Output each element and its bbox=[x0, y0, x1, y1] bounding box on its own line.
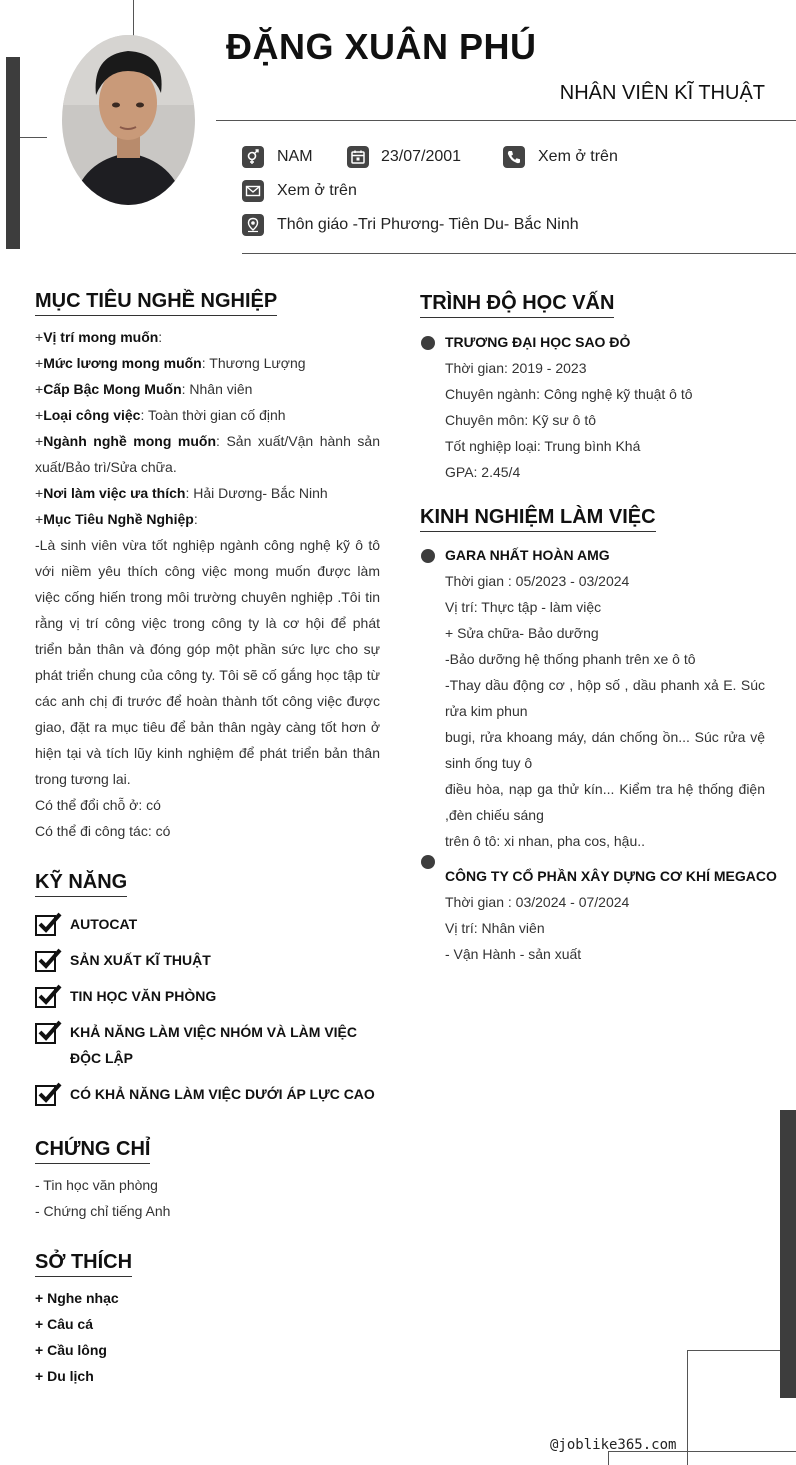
objective-section bbox=[35, 290, 380, 844]
timeline-dot bbox=[421, 855, 435, 869]
right-accent-bar bbox=[780, 1110, 796, 1398]
travel-text: Có thể đi công tác: có bbox=[35, 823, 171, 839]
objective-item: +Mức lương mong muốn: Thương Lượng bbox=[35, 355, 306, 371]
certificate-item: - Tin học văn phòng bbox=[35, 1177, 158, 1193]
job-line: Thời gian : 03/2024 - 07/2024 bbox=[445, 894, 630, 910]
education-title: TRÌNH ĐỘ HỌC VẤN bbox=[420, 292, 614, 318]
certificates-section bbox=[35, 1138, 380, 1224]
experience-section bbox=[420, 506, 765, 532]
job-line: -Thay dầu động cơ , hộp số , dầu phanh xả E. Súc rửa kim phun bbox=[445, 677, 765, 719]
objective-paragraph: -Là sinh viên vừa tốt nghiệp ngành công nghệ kỹ ô tô với niềm yêu thích công việc mong muốn được làm việc cống hiến trong môi trường chuyên nghiệp .Tôi tin rằng vị trí công việc trong công ty là cơ hội để phát triển bản thân và đóng góp một phần sức lực cho sự phát triển chung của công ty. Tôi sẽ cố gắng học tập từ các anh chị đi trước để hoàn thành tốt công việc được giao, đặt ra mục tiêu để bản thân ngày càng tốt hơn ở hiện tại và tích lũy kinh nghiệm để phát triển bản thân trong tương lai. bbox=[35, 537, 380, 787]
certificates-title: CHỨNG CHỈ bbox=[35, 1138, 150, 1164]
phone-value: Xem ở trên bbox=[538, 148, 618, 165]
avatar bbox=[62, 35, 195, 205]
education-section bbox=[420, 292, 765, 318]
phone-icon bbox=[503, 146, 525, 168]
calendar-icon bbox=[347, 146, 369, 168]
job-line: trên ô tô: xi nhan, pha cos, hậu.. bbox=[445, 833, 646, 849]
hobbies-title: SỞ THÍCH bbox=[35, 1251, 132, 1277]
checkbox-checked-icon bbox=[35, 984, 62, 1008]
objective-title: MỤC TIÊU NGHỀ NGHIỆP bbox=[35, 290, 277, 316]
address-value: Thôn giáo -Tri Phương- Tiên Du- Bắc Ninh bbox=[277, 216, 579, 233]
birthday-value: 23/07/2001 bbox=[381, 148, 462, 165]
email-value: Xem ở trên bbox=[277, 182, 357, 199]
checkbox-checked-icon bbox=[35, 948, 62, 972]
hobby-item: + Nghe nhạc bbox=[35, 1290, 119, 1306]
candidate-name: ĐẶNG XUÂN PHÚ bbox=[226, 26, 537, 67]
education-entry bbox=[445, 329, 765, 485]
hobby-item: + Du lịch bbox=[35, 1368, 94, 1384]
skills-title: KỸ NĂNG bbox=[35, 871, 127, 897]
job-line: Thời gian : 05/2023 - 03/2024 bbox=[445, 573, 630, 589]
objective-item: +Nơi làm việc ưa thích: Hải Dương- Bắc Ninh bbox=[35, 485, 328, 501]
skills-section bbox=[35, 871, 380, 1107]
location-icon bbox=[242, 214, 264, 236]
school-name: TRƯƠNG ĐẠI HỌC SAO ĐỎ bbox=[445, 334, 631, 350]
objective-item: +Loại công việc: Toàn thời gian cố định bbox=[35, 407, 286, 423]
job-entry bbox=[445, 542, 765, 854]
objective-item: +Mục Tiêu Nghề Nghiệp: bbox=[35, 511, 198, 527]
job-line: Vị trí: Thực tập - làm việc bbox=[445, 599, 602, 615]
gender-value: NAM bbox=[277, 148, 313, 165]
gender-icon bbox=[242, 146, 264, 168]
hobbies-section bbox=[35, 1251, 380, 1389]
certificate-item: - Chứng chỉ tiếng Anh bbox=[35, 1203, 171, 1219]
objective-item: +Cấp Bậc Mong Muốn: Nhân viên bbox=[35, 381, 253, 397]
footer-line-vertical bbox=[608, 1451, 609, 1465]
objective-list bbox=[35, 324, 380, 844]
skill-item: CÓ KHẢ NĂNG LÀM VIỆC DƯỚI ÁP LỰC CAO bbox=[35, 1081, 380, 1107]
timeline-dot bbox=[421, 549, 435, 563]
timeline-dot bbox=[421, 336, 435, 350]
job-line: Vị trí: Nhân viên bbox=[445, 920, 545, 936]
job-line: -Bảo dưỡng hệ thống phanh trên xe ô tô bbox=[445, 651, 696, 667]
job-entry bbox=[445, 863, 775, 967]
left-accent-bar bbox=[6, 57, 20, 249]
corner-frame bbox=[687, 1350, 780, 1465]
job-line: - Vận Hành - sản xuất bbox=[445, 946, 582, 962]
education-line: GPA: 2.45/4 bbox=[445, 464, 521, 480]
skill-item: AUTOCAT bbox=[35, 911, 380, 937]
top-vertical-line bbox=[133, 0, 134, 36]
job-title: NHÂN VIÊN KĨ THUẬT bbox=[559, 82, 765, 104]
job-line: bugi, rửa khoang máy, dán chống ồn... Súc rửa vệ sinh ống tuy ô bbox=[445, 729, 765, 771]
relocate-text: Có thể đổi chỗ ở: có bbox=[35, 797, 161, 813]
job-line: điều hòa, nạp ga thử kín... Kiểm tra hệ thống điện ,đèn chiếu sáng bbox=[445, 781, 765, 823]
job-line: + Sửa chữa- Bảo dưỡng bbox=[445, 625, 599, 641]
checkbox-checked-icon bbox=[35, 1020, 62, 1044]
watermark: @joblike365.com bbox=[550, 1437, 677, 1453]
education-line: Tốt nghiệp loại: Trung bình Khá bbox=[445, 438, 641, 454]
hobby-item: + Câu cá bbox=[35, 1316, 93, 1332]
company-name: GARA NHẤT HOÀN AMG bbox=[445, 547, 610, 563]
skill-item: TIN HỌC VĂN PHÒNG bbox=[35, 983, 380, 1009]
company-name: CÔNG TY CỔ PHẦN XÂY DỰNG CƠ KHÍ MEGACO bbox=[445, 868, 777, 884]
education-line: Chuyên môn: Kỹ sư ô tô bbox=[445, 412, 596, 428]
objective-item: +Ngành nghề mong muốn: Sản xuất/Vận hành sản xuất/Bảo trì/Sửa chữa. bbox=[35, 433, 380, 475]
experience-title: KINH NGHIỆM LÀM VIỆC bbox=[420, 506, 656, 532]
checkbox-checked-icon bbox=[35, 1082, 62, 1106]
left-horizontal-line bbox=[20, 137, 47, 138]
hobby-item: + Cầu lông bbox=[35, 1342, 107, 1358]
education-line: Thời gian: 2019 - 2023 bbox=[445, 360, 587, 376]
education-line: Chuyên ngành: Công nghệ kỹ thuật ô tô bbox=[445, 386, 693, 402]
skill-item: KHẢ NĂNG LÀM VIỆC NHÓM VÀ LÀM VIỆC ĐỘC LẬP bbox=[35, 1019, 380, 1071]
info-divider-line bbox=[242, 253, 796, 254]
header-divider-line bbox=[216, 120, 796, 121]
skill-item: SẢN XUẤT KĨ THUẬT bbox=[35, 947, 380, 973]
objective-item: +Vị trí mong muốn: bbox=[35, 329, 163, 345]
email-icon bbox=[242, 180, 264, 202]
checkbox-checked-icon bbox=[35, 912, 62, 936]
